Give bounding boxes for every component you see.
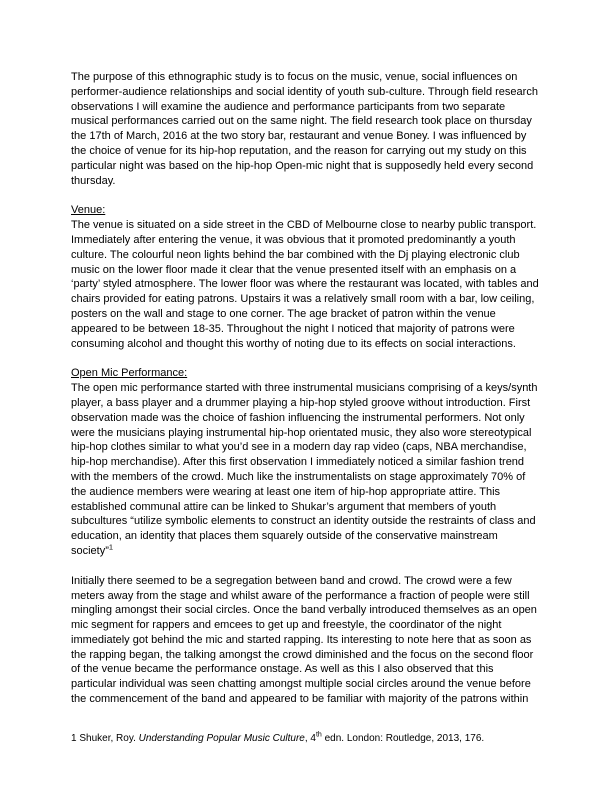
open-mic-paragraph	[71, 381, 541, 559]
section-heading-open-mic: Open Mic Performance:	[71, 367, 188, 380]
footnote	[71, 732, 541, 745]
section-heading-venue: Venue:	[71, 204, 106, 217]
footnote-edition: , 4	[304, 733, 316, 744]
footnote-reference: 1	[108, 542, 114, 552]
intro-paragraph: The purpose of this ethnographic study is to focus on the music, venue, social influences on performer-audience relationships and social identity of youth sub-culture. Through field research observations I will examine the audience and performance participants from two separate musical performances carried out on the same night. The field research took place on thursday the 17th of March, 2016 at the two story bar, restaurant and venue Boney. I was influenced by the choice of venue for its hip-hop reputation, and the reason for carrying out my study on this particular night was based on the hip-hop Open-mic night that is supposedly held every second thursday.	[71, 71, 538, 187]
footnote-publication-details: edn. London: Routledge, 2013, 176.	[321, 733, 485, 744]
footnote-number: 1	[71, 733, 77, 744]
footnote-edition-ordinal: th	[315, 731, 322, 739]
venue-paragraph: The venue is situated on a side street in the CBD of Melbourne close to nearby public transport. Immediately after entering the venue, it was obvious that it promoted predominantly a youth culture. The colourful neon lights behind the bar combined with the Dj playing electronic club music on the lower floor made it clear that the venue presented itself with an emphasis on a ‘party’ styled atmosphere. The lower floor was where the restaurant was located, with tables and chairs provided for eating patrons. Upstairs it was a relatively small room with a bar, low ceiling, posters on the wall and stage to one corner. The age bracket of patron within the venue appeared to be between 18-35. Throughout the night I noticed that majority of patrons were consuming alcohol and thought this worthy of noting due to its effects on social interactions.	[71, 219, 539, 350]
open-mic-paragraph-text: The open mic performance started with three instrumental musicians comprising of a keys/synth player, a bass player and a drummer playing a hip-hop styled groove without introduction. First observation made was the choice of fashion influencing the instrumental performers. Not only were the musicians playing instrumental hip-hop orientated music, they also wore stereotypical hip-hop clothes similar to what you’d see in a modern day rap video (caps, NBA merchandise, hip-hop merchandise). After this first observation I immediately noticed a similar fashion trend with the members of the crowd. Much like the instrumentalists on stage approximately 70% of the audience members were wearing at least one item of hip-hop appropriate attire. This established communal attire can be linked to Shukar’s argument that members of youth subcultures “utilize symbolic elements to construct an identity outside the restraints of class and education, an identity that places them squarely outside of the conservative mainstream society”	[71, 382, 538, 557]
footnote-author: Shuker, Roy.	[76, 733, 139, 744]
closing-paragraph: Initially there seemed to be a segregation between band and crowd. The crowd were a few meters away from the stage and whilst aware of the performance a fraction of people were still mingling amongst their social circles. Once the band verbally introduced themselves as an open mic segment for rappers and emcees to get up and freestyle, the coordinator of the night immediately got behind the mic and started rapping. Its interesting to note here that as soon as the rapping began, the talking amongst the crowd diminished and the focus on the second floor of the venue became the performance onstage. As well as this I also observed that this particular individual was seen chatting amongst multiple social circles around the venue before the commencement of the band and appeared to be familiar with majority of the patrons within	[71, 574, 537, 706]
footnote-title: Understanding Popular Music Culture	[138, 733, 305, 744]
